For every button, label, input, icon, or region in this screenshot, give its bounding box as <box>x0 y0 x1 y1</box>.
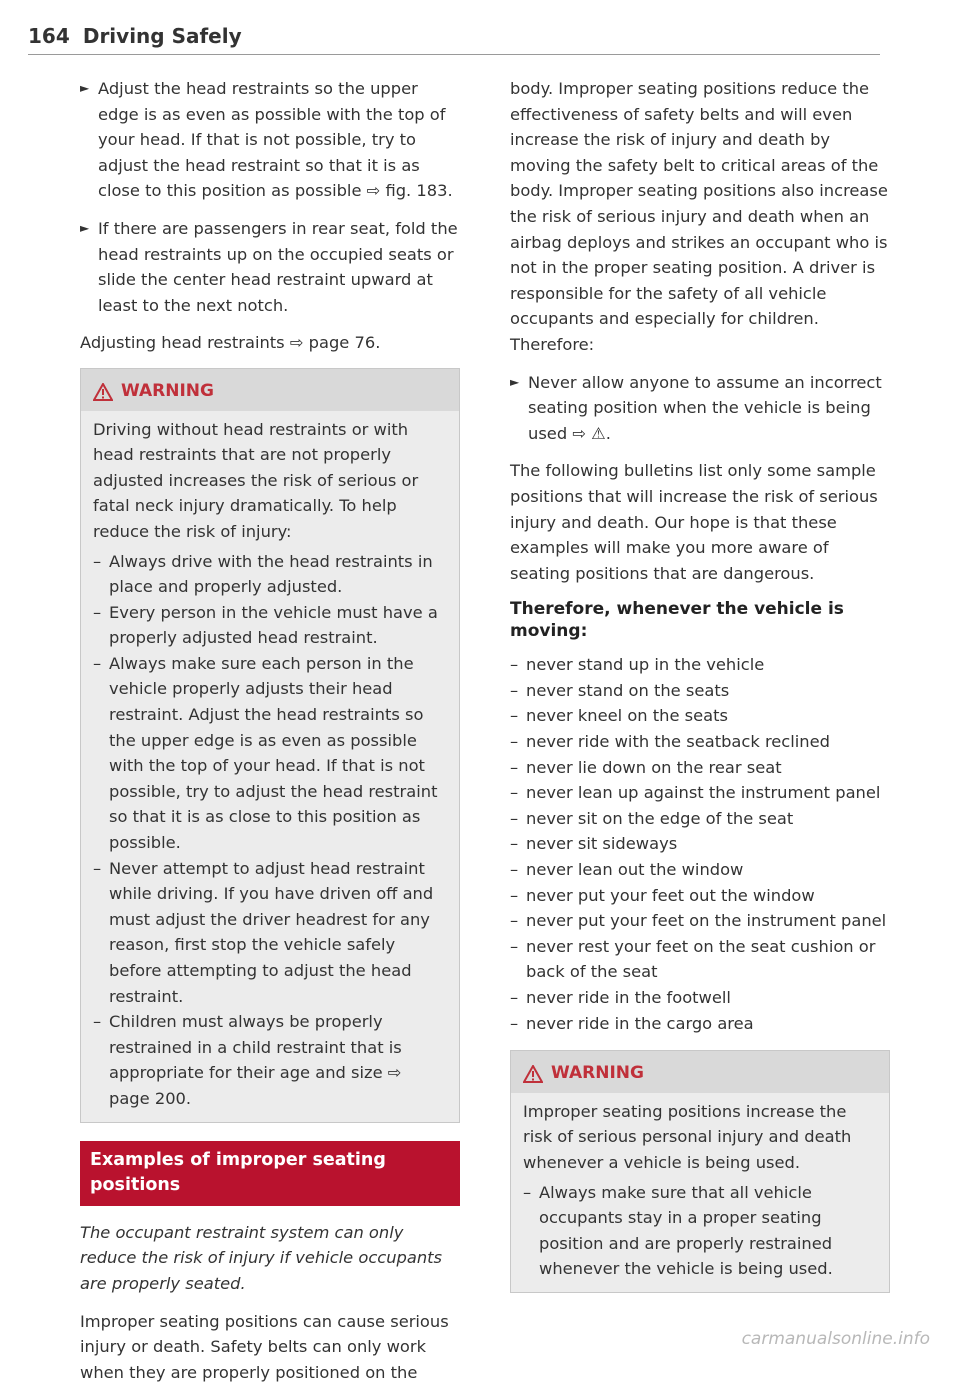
list-item: – never stand on the seats <box>510 678 890 704</box>
warning-item: – Never attempt to adjust head restraint while driving. If you have driven off and must adjust the driver headrest for any reason, first stop the vehicle safely before attempting to adjust the head restraint. <box>93 856 447 1010</box>
warning-title: WARNING <box>551 1063 644 1084</box>
bullet-item <box>80 216 460 318</box>
bullet-text: If there are passengers in rear seat, fold the head restraints up on the occupied seats or slide the center head restraint upward at least to the next notch. <box>98 218 458 315</box>
triangle-bullet-icon: ► <box>80 81 90 95</box>
improper-positions-list <box>510 652 890 1036</box>
warning-list <box>523 1180 877 1282</box>
list-item: – never lean up against the instrument panel <box>510 780 890 806</box>
triangle-bullet-icon: ► <box>80 220 90 235</box>
page-title: Driving Safely <box>82 24 242 48</box>
list-item: – never lean out the window <box>510 857 890 883</box>
adjust-reference: Adjusting head restraints ⇨ page 76. <box>80 333 381 353</box>
warning-header <box>511 1051 889 1093</box>
warning-body <box>511 1093 889 1292</box>
subheading: Therefore, whenever the vehicle is moving: <box>510 599 844 642</box>
warning-item: – Every person in the vehicle must have a properly adjusted head restraint. <box>93 600 447 651</box>
right-column <box>510 76 890 1311</box>
page-header <box>28 24 880 55</box>
left-column <box>80 76 460 1397</box>
warning-body <box>81 411 459 1122</box>
list-item: – never put your feet on the instrument panel <box>510 908 890 934</box>
watermark-text: carmanualsonline.info <box>741 1329 930 1349</box>
body-paragraph: The following bulletins list only some sample positions that will increase the risk of serious injury and death. Our hope is that these examples will make you more aware of seating positions that are dangerous. <box>510 461 878 583</box>
bullet-text: Adjust the head restraints so the upper edge is as even as possible with the top of your head. If that is not possible, try to adjust the head restraint so that it is as close to this position as possible ⇨ fig. 183. <box>98 79 453 201</box>
section-heading: Examples of improper seating positions <box>80 1141 460 1206</box>
warning-icon <box>523 1065 543 1083</box>
list-item: – never sit sideways <box>510 831 890 857</box>
triangle-bullet-icon: ► <box>510 374 520 389</box>
bullet-item <box>80 76 460 204</box>
warning-item: – Always drive with the head restraints in place and properly adjusted. <box>93 549 447 600</box>
warning-header <box>81 369 459 411</box>
warning-intro: Driving without head restraints or with head restraints that are not properly adjusted increases the risk of serious or fatal neck injury dramatically. To help reduce the risk of injury: <box>93 419 419 541</box>
list-item: – never ride in the cargo area <box>510 1011 890 1037</box>
body-paragraph: Improper seating positions can cause serious injury or death. Safety belts can only work when they are properly positioned on the <box>80 1311 449 1382</box>
page-number: 164 <box>28 24 70 48</box>
list-item: – never ride in the footwell <box>510 985 890 1011</box>
list-item: – never kneel on the seats <box>510 703 890 729</box>
list-item: – never sit on the edge of the seat <box>510 806 890 832</box>
warning-box <box>510 1050 890 1293</box>
list-item: – never put your feet out the window <box>510 883 890 909</box>
warning-intro: Improper seating positions increase the risk of serious personal injury and death whenever a vehicle is being used. <box>523 1101 852 1172</box>
list-item: – never ride with the seatback reclined <box>510 729 890 755</box>
bullet-item <box>510 370 890 447</box>
warning-list <box>93 549 447 1112</box>
list-item: – never stand up in the vehicle <box>510 652 890 678</box>
warning-title: WARNING <box>121 380 214 401</box>
bullet-text: Never allow anyone to assume an incorrect seating position when the vehicle is being used ⇨ ⚠. <box>528 372 882 443</box>
body-paragraph: body. Improper seating positions reduce the effectiveness of safety belts and will even increase the risk of injury and death by moving the safety belt to critical areas of the body. Improper seating positions also increase the risk of serious injury and death when an airbag deploys and strikes an occupant who is not in the proper seating position. A driver is responsible for the safety of all vehicle occupants and especially for children. Therefore: <box>510 79 888 354</box>
list-item: – never lie down on the rear seat <box>510 755 890 781</box>
warning-icon <box>93 383 113 401</box>
warning-item: – Always make sure that all vehicle occupants stay in a proper seating position and are properly restrained whenever the vehicle is being used. <box>523 1180 877 1282</box>
list-item: – never rest your feet on the seat cushion or back of the seat <box>510 934 890 985</box>
warning-item: – Children must always be properly restrained in a child restraint that is appropriate for their age and size ⇨ page 200. <box>93 1009 447 1111</box>
warning-item: – Always make sure each person in the vehicle properly adjusts their head restraint. Adjust the head restraints so the upper edge is as even as possible with the top of your head. If that is not possible, try to adjust the head restraint so that it is as close to this position as possible. <box>93 651 447 856</box>
section-intro: The occupant restraint system can only reduce the risk of injury if vehicle occupants are properly seated. <box>80 1222 443 1293</box>
warning-box <box>80 368 460 1123</box>
